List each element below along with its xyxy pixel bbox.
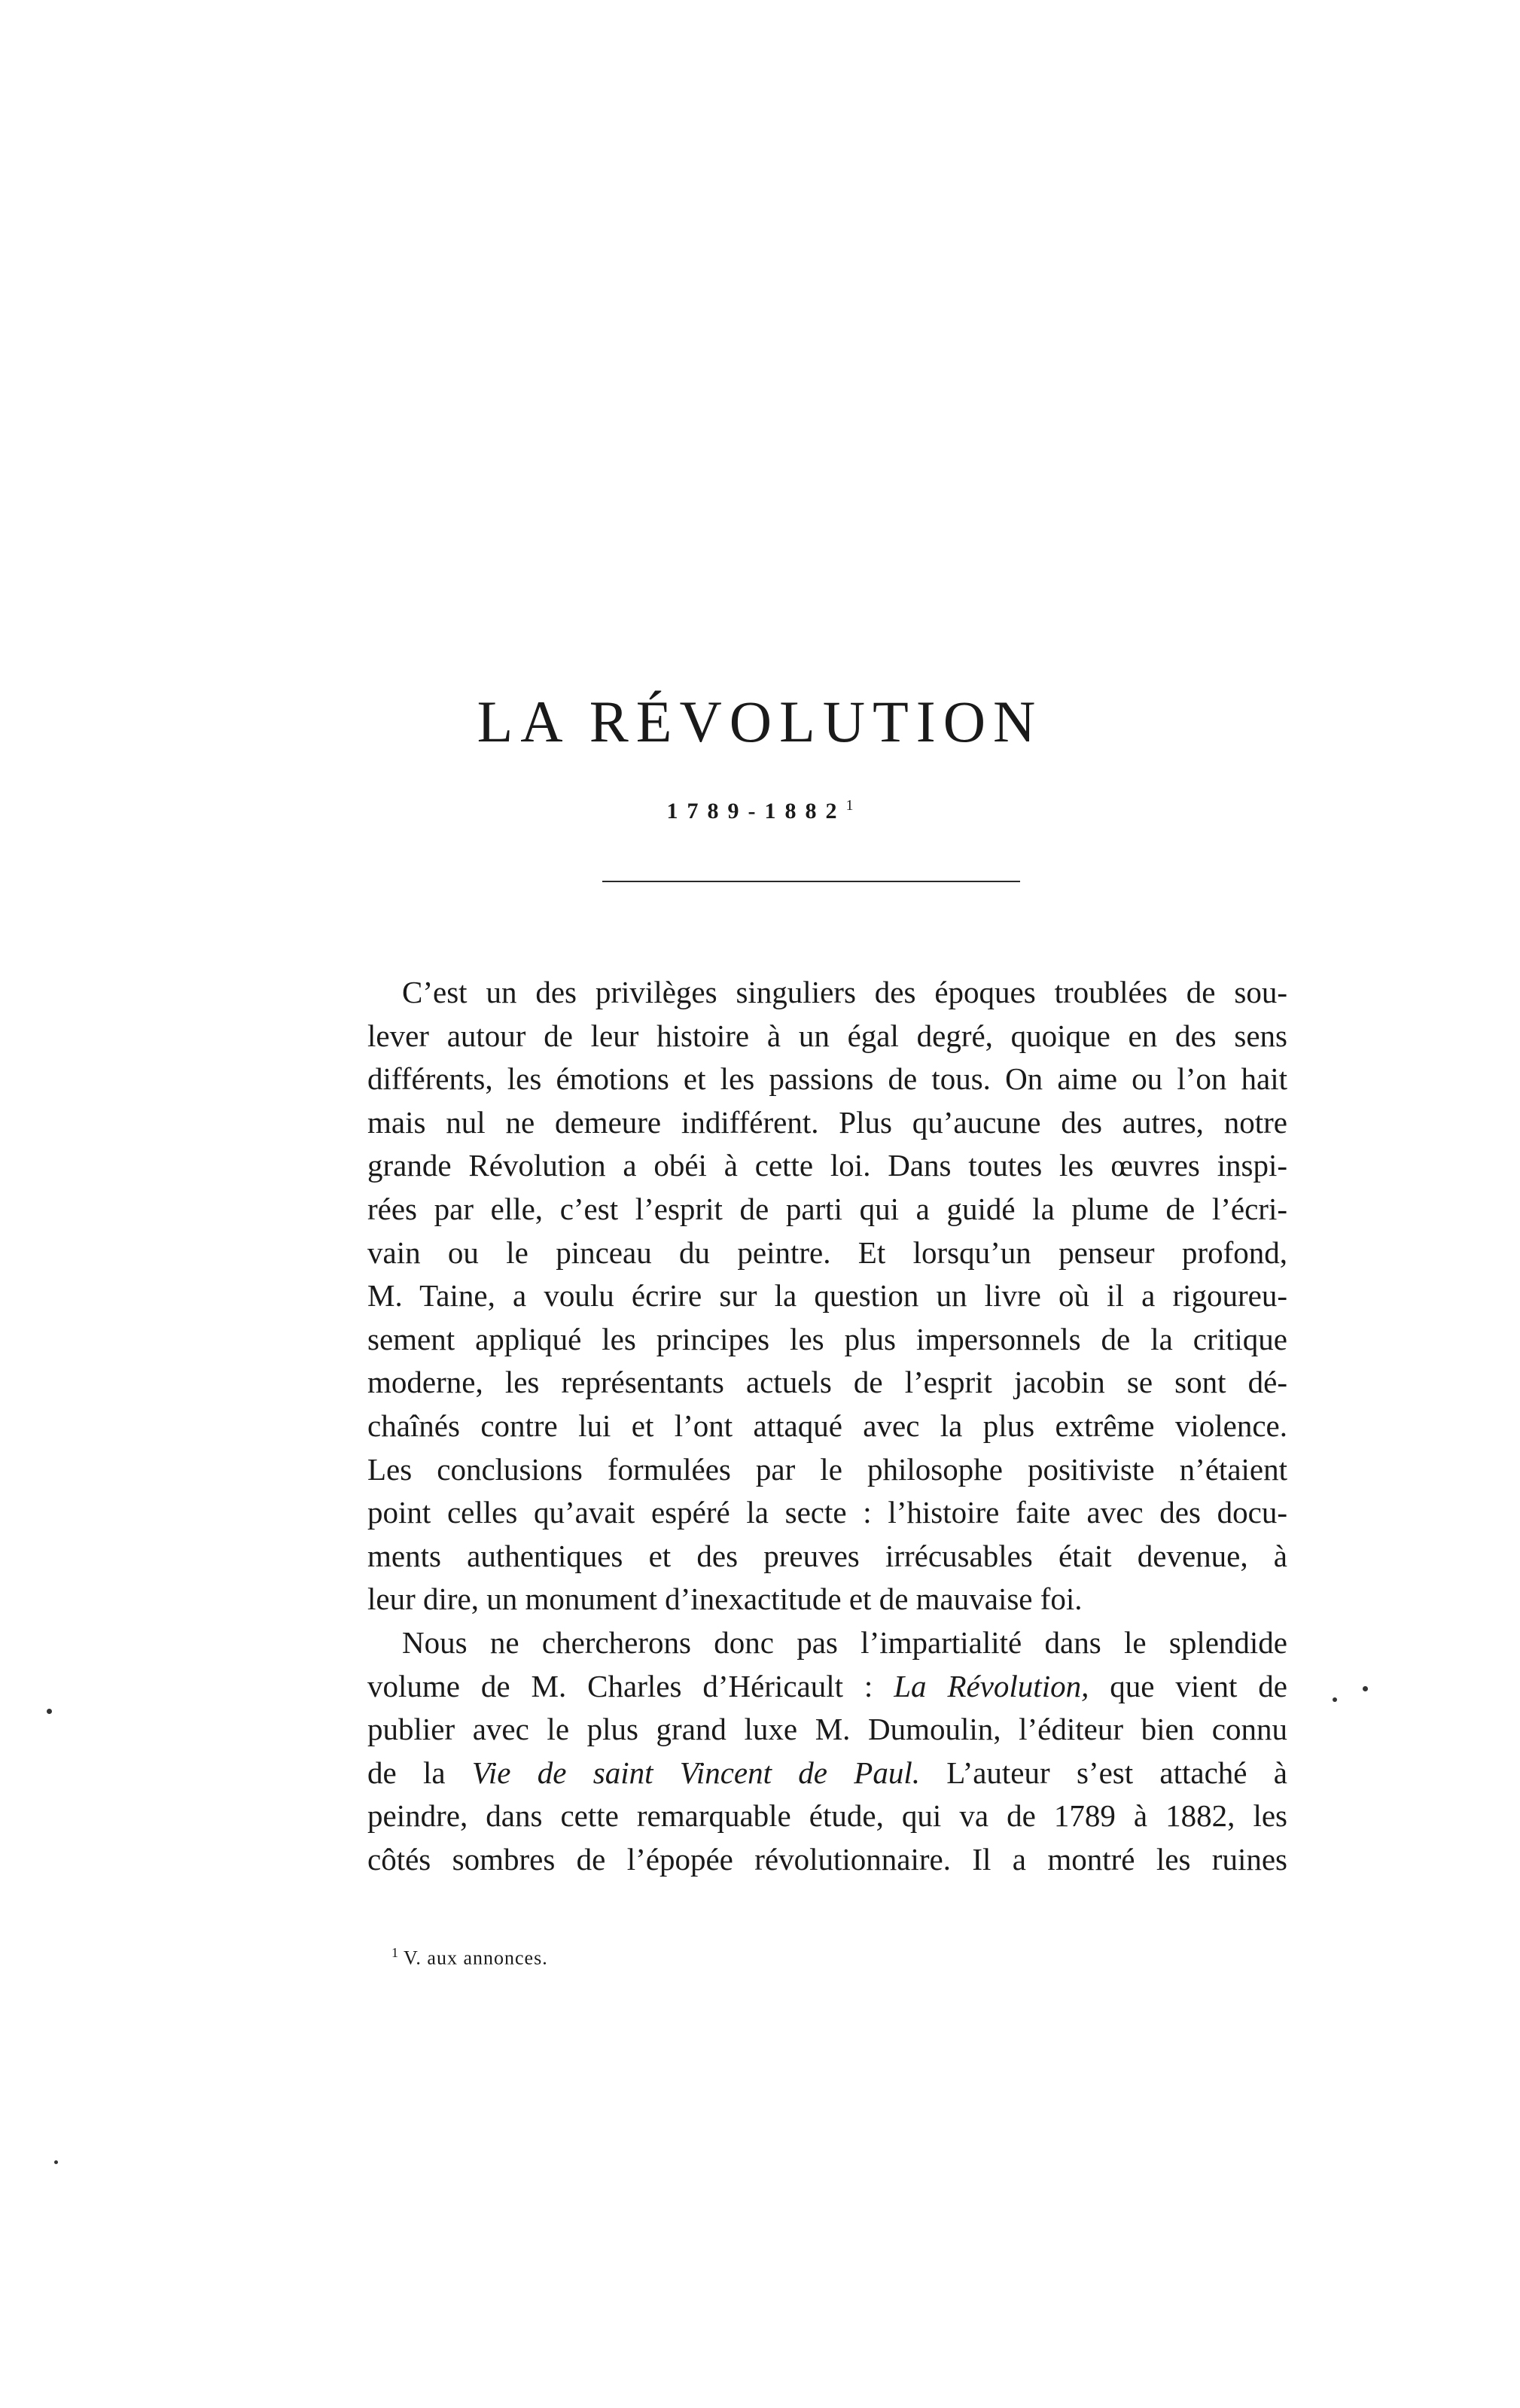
text-line: ments authentiques et des preuves irrécusables était devenue, à: [367, 1538, 1287, 1573]
text-line: leur dire, un monument d’inexactitude et de mauvaise foi.: [367, 1581, 1083, 1617]
text-line: C’est un des privilèges singuliers des époques troublées de sou-: [402, 975, 1287, 1009]
text-segment: L’auteur s’est attaché à: [919, 1755, 1287, 1790]
book-title: Vie de saint Vincent de Paul.: [471, 1755, 920, 1790]
text-line: peindre, dans cette remarquable étude, qui va de 1789 à 1882, les: [367, 1798, 1287, 1834]
text-line: point celles qu’avait espéré la secte : l’histoire faite avec des docu-: [367, 1495, 1287, 1530]
text-line: Les conclusions formulées par le philosophe positiviste n’étaient: [367, 1451, 1287, 1487]
text-line: moderne, les représentants actuels de l’esprit jacobin se sont dé-: [367, 1365, 1287, 1400]
scan-speck: [47, 1709, 52, 1714]
paragraph-2: [367, 1621, 1287, 1882]
footnote-mark: 1: [391, 1945, 399, 1960]
text-line: rées par elle, c’est l’esprit de parti qui a guidé la plume de l’écri-: [367, 1191, 1287, 1226]
text-line: côtés sombres de l’épopée révolutionnaire. Il a montré les ruines: [367, 1841, 1287, 1877]
text-line: M. Taine, a voulu écrire sur la question un livre où il a rigoureu-: [367, 1278, 1287, 1314]
text-line: [367, 1665, 1287, 1709]
scan-speck: [54, 2160, 58, 2164]
date-range: 1789-1882: [666, 799, 846, 823]
footnote-reference: 1: [845, 797, 854, 814]
book-title: La Révolution,: [894, 1668, 1089, 1703]
scan-speck: [1363, 1686, 1368, 1691]
text-line: différents, les émotions et les passions de tous. On aime ou l’on hait: [367, 1061, 1287, 1097]
text-line: grande Révolution a obéi à cette loi. Dans toutes les œuvres inspi-: [367, 1148, 1287, 1183]
article-body: [367, 971, 1287, 1881]
title-divider: [602, 881, 1020, 882]
text-line: [367, 1752, 1287, 1795]
text-segment: que vient de: [1089, 1668, 1287, 1703]
scan-speck: [1333, 1697, 1337, 1702]
text-line: chaînés contre lui et l’ont attaqué avec la plus extrême violence.: [367, 1408, 1287, 1443]
page-title: LA RÉVOLUTION: [477, 689, 1043, 754]
date-range-subtitle: [0, 798, 1520, 823]
text-line: publier avec le plus grand luxe M. Dumoulin, l’éditeur bien connu: [367, 1712, 1287, 1747]
text-segment: de la: [367, 1755, 472, 1790]
text-segment: volume de M. Charles d’Héricault :: [367, 1668, 894, 1703]
text-line: vain ou le pinceau du peintre. Et lorsqu’un penseur profond,: [367, 1234, 1287, 1270]
text-line: mais nul ne demeure indifférent. Plus qu’aucune des autres, notre: [367, 1104, 1287, 1140]
footnote-text: V. aux annonces.: [404, 1947, 548, 1969]
footnote: [391, 1946, 548, 1968]
paragraph-1: [367, 971, 1287, 1621]
text-line: sement appliqué les principes les plus impersonnels de la critique: [367, 1321, 1287, 1356]
text-line: lever autour de leur histoire à un égal degré, quoique en des sens: [367, 1018, 1287, 1053]
text-line: Nous ne chercherons donc pas l’impartialité dans le splendide: [402, 1624, 1287, 1660]
